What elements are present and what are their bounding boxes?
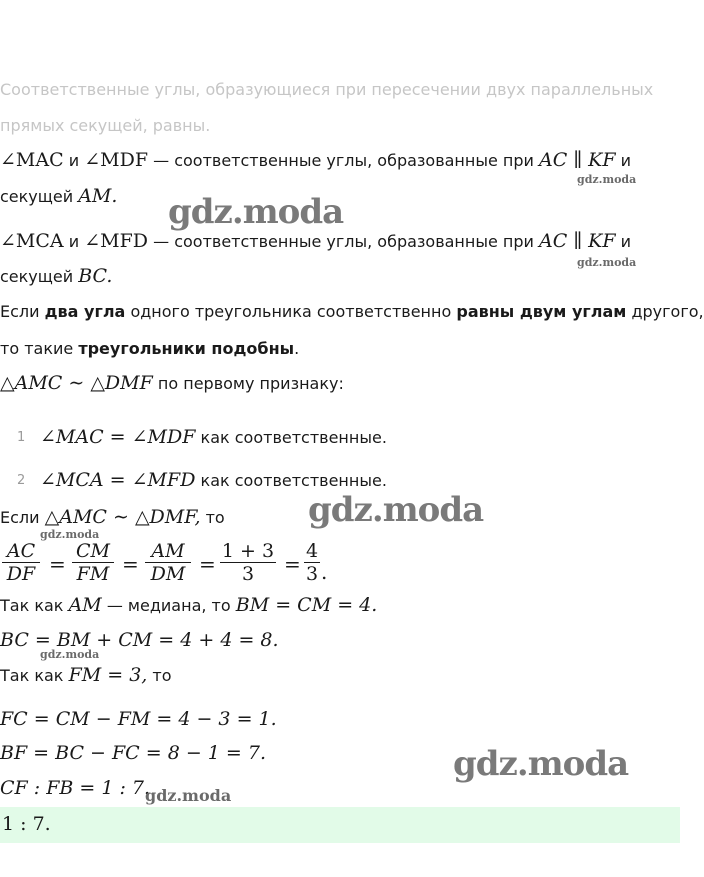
if-word: Если: [0, 508, 40, 527]
fraction-denominator: DM: [145, 562, 191, 585]
rule-text-3: другого,: [631, 302, 704, 321]
watermark-big: gdz.moda: [168, 192, 344, 232]
answer-box: [0, 807, 680, 843]
if-similar-expr: △AMC ∼ △DMF,: [44, 506, 201, 528]
equals-sign: =: [284, 552, 301, 576]
watermark-small: gdz.moda: [577, 256, 637, 269]
pair1-parallel: AC ∥ KF: [539, 149, 616, 171]
watermark-small: gdz.moda: [40, 648, 100, 661]
fraction: [220, 540, 276, 585]
theorem-line-1: Соответственные углы, образующиеся при пересечении двух параллельных: [0, 80, 654, 99]
answer-value: 1 : 7.: [2, 813, 51, 835]
fm-expr: FM = 3,: [68, 664, 148, 686]
fm-line: [0, 663, 172, 688]
pair2-text: — соответственные углы, образованные при: [153, 232, 534, 251]
pair2-angle-1: ∠MCA: [0, 230, 64, 252]
median-expr-2: BM = CM = 4.: [235, 594, 378, 616]
similarity-text: по первому признаку:: [157, 374, 344, 393]
fraction-numerator: AC: [6, 540, 36, 562]
fraction-denominator: 3: [305, 563, 319, 585]
pair1-secant-line: [0, 184, 117, 209]
equals-sign: =: [122, 552, 139, 576]
fraction-numerator: CM: [76, 540, 110, 562]
cf-equation: [0, 776, 150, 801]
rule-bold-3: треугольники подобны: [78, 339, 295, 358]
fc-equation: [0, 707, 277, 732]
watermark-small: gdz.moda: [145, 786, 232, 805]
pair2-secant-line: [0, 264, 112, 289]
pair2-secant-word: секущей: [0, 267, 74, 286]
list-item-text: как соответственные.: [200, 428, 387, 447]
watermark-big: gdz.moda: [308, 490, 484, 530]
fraction-denominator: FM: [72, 562, 114, 585]
theorem-line-2: прямых секущей, равны.: [0, 116, 211, 135]
list-item-text: как соответственные.: [200, 471, 387, 490]
pair2-and: и: [68, 232, 80, 251]
rule-line-1: [0, 300, 704, 324]
fm-text-1: Так как: [0, 666, 64, 685]
pair1-text: — соответственные углы, образованные при: [153, 151, 534, 170]
pair1-secant: AM.: [78, 185, 118, 207]
pair2-angle-2: ∠MFD: [84, 230, 149, 252]
ratio-equation: [0, 540, 340, 586]
fraction-numerator: 1 + 3: [221, 540, 275, 562]
pair1-angle-2: ∠MDF: [84, 149, 149, 171]
pair1-line: [0, 148, 631, 173]
pair1-and-2: и: [620, 151, 632, 170]
if-then: то: [205, 508, 225, 527]
fraction: [2, 540, 40, 585]
list-item-number: 2: [17, 473, 26, 488]
list-item-expr: ∠MAC = ∠MDF: [40, 426, 196, 448]
pair2-line: [0, 229, 631, 254]
rule-text-1: Если: [0, 302, 40, 321]
fm-text-2: то: [152, 666, 172, 685]
fraction-numerator: AM: [151, 540, 185, 562]
rule-bold-1: два угла: [44, 302, 126, 321]
rule-bold-2: равны двум углам: [456, 302, 627, 321]
fraction: [145, 540, 191, 585]
list-item-number: 1: [17, 430, 26, 445]
watermark-big: gdz.moda: [453, 744, 629, 784]
fc-expr: FC = CM − FM = 4 − 3 = 1.: [0, 708, 277, 730]
ratio-period: .: [321, 560, 328, 584]
bf-expr: BF = BC − FC = 8 − 1 = 7.: [0, 742, 267, 764]
bc-expr: BC = BM + CM = 4 + 4 = 8.: [0, 629, 279, 651]
fraction-denominator: 3: [220, 562, 276, 585]
pair1-angle-1: ∠MAC: [0, 149, 64, 171]
fraction-numerator: 4: [305, 540, 319, 562]
equals-sign: =: [49, 552, 66, 576]
rule-text-4: то такие: [0, 339, 74, 358]
fraction: [304, 540, 320, 585]
pair1-secant-word: секущей: [0, 187, 74, 206]
fraction: [72, 540, 114, 585]
list-item-expr: ∠MCA = ∠MFD: [40, 469, 196, 491]
median-line: [0, 593, 377, 618]
equals-sign: =: [199, 552, 216, 576]
rule-text-2: одного треугольника соответственно: [130, 302, 452, 321]
pair2-parallel: AC ∥ KF: [539, 230, 616, 252]
fraction-denominator: DF: [2, 562, 40, 585]
median-text-1: Так как: [0, 596, 64, 615]
watermark-small: gdz.moda: [577, 173, 637, 186]
similarity-line: [0, 371, 344, 396]
rule-line-2: [0, 337, 299, 361]
bf-equation: [0, 741, 266, 766]
list-item: [40, 425, 387, 450]
median-text-2: — медиана, то: [106, 596, 231, 615]
pair2-secant: BC.: [78, 265, 113, 287]
watermark-small: gdz.moda: [40, 528, 100, 541]
pair2-and-2: и: [620, 232, 632, 251]
cf-expr: CF : FB = 1 : 7.: [0, 777, 151, 799]
if-similar-line: [0, 505, 225, 530]
rule-text-5: .: [294, 339, 300, 358]
similarity-expr: △AMC ∼ △DMF: [0, 372, 153, 394]
median-expr-1: AM: [68, 594, 102, 616]
pair1-and: и: [68, 151, 80, 170]
